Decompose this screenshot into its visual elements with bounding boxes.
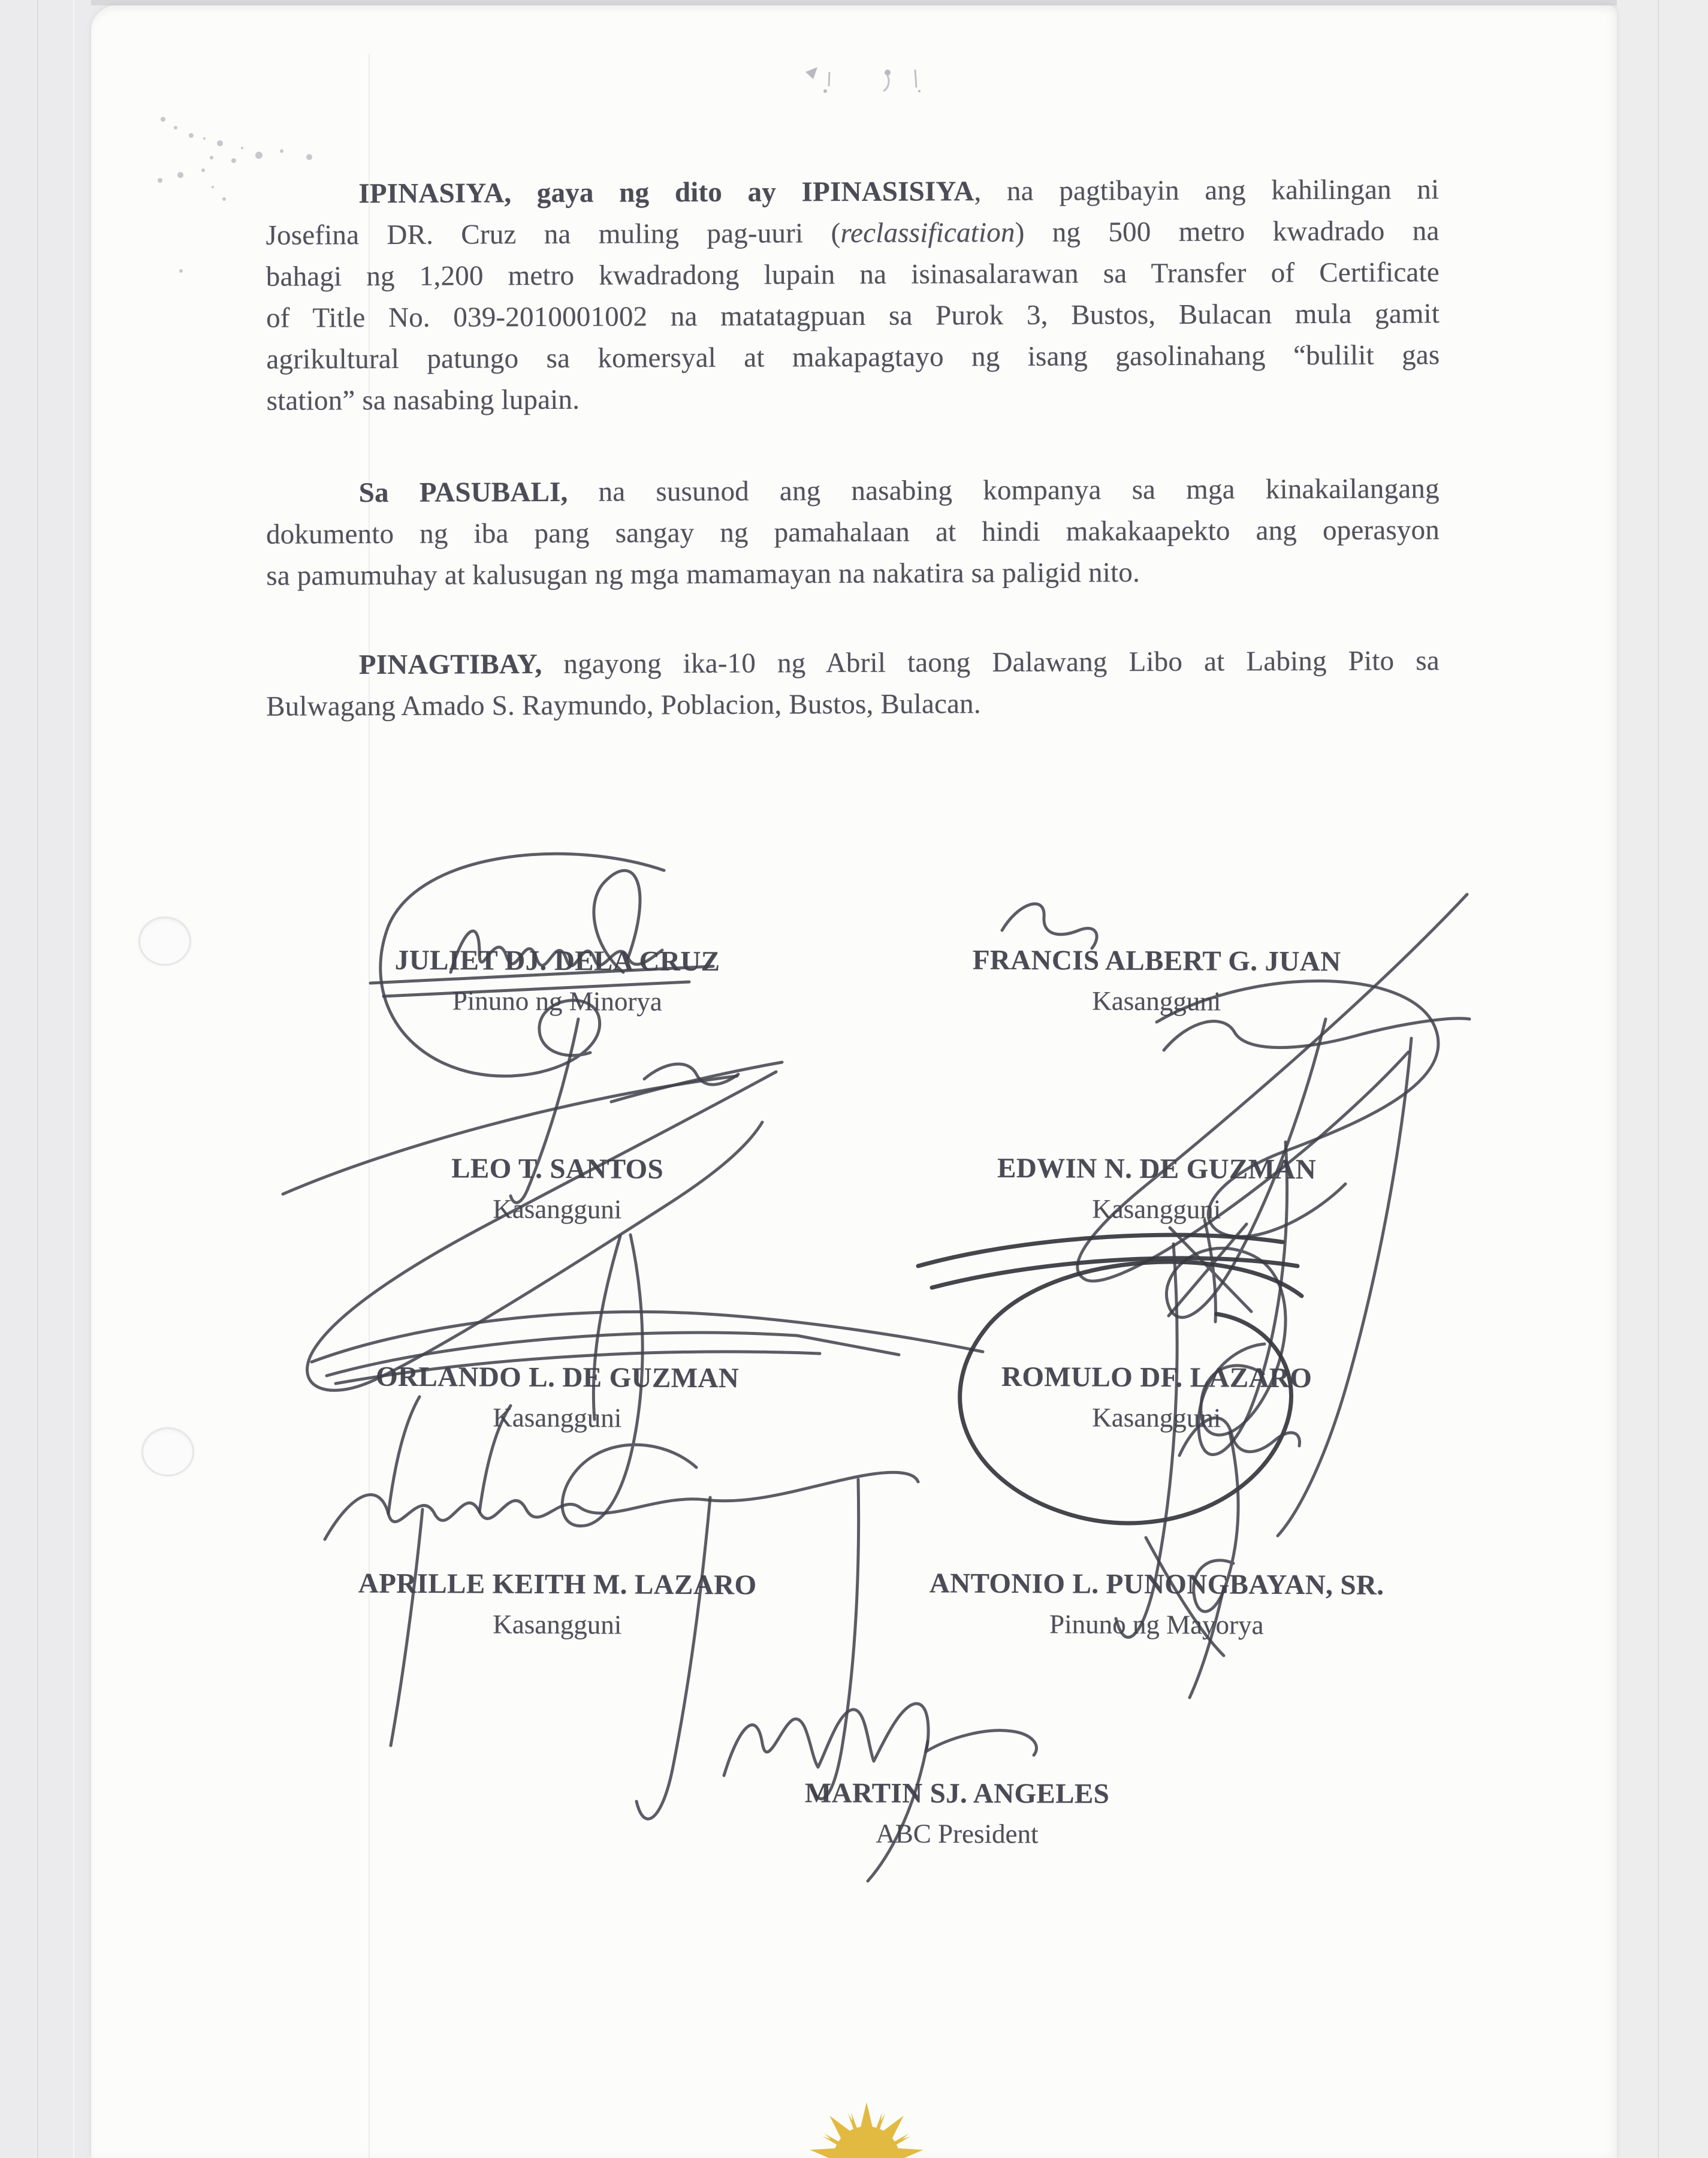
signature-leo-santos [283,1062,782,1390]
signatory-block-final [657,1776,1257,1851]
scanner-margin-right [1617,0,1708,2158]
text-run: dokumento ng iba pang sangay ng pamahalaan at hindi makakaapekto ang operasyon [265,514,1440,550]
text-run: agrikultural patungo sa komersyal at makapagtayo ng isang gasolinahang “bulilit gas [266,339,1440,375]
signatory-name: ANTONIO L. PUNONGBAYAN, SR. [929,1568,1384,1601]
text-run: , na pagtibayin ang kahilingan ni [974,174,1440,207]
text-run: Josefina DR. Cruz na muling pag-uuri ( [265,218,841,251]
signatory-title: Kasangguni [493,1402,622,1433]
signatory-name: MARTIN SJ. ANGELES [804,1777,1110,1810]
text-run: Sa PASUBALI, [358,476,568,509]
text-line [267,376,1440,422]
signatory-name: APRILLE KEITH M. LAZARO [358,1568,757,1601]
scanner-streak [73,0,74,2158]
text-line [266,334,1440,381]
text-line [266,293,1440,339]
signatory-name: ORLANDO L. DE GUZMAN [376,1361,740,1394]
signatory-title: Kasangguni [1092,1402,1221,1433]
signature-antonio-punongbayan [1179,1418,1300,1698]
signatory-title: Pinuno ng Mayorya [1049,1609,1264,1640]
signature-juliet-dela-cruz [370,854,713,1202]
signatory-name: EDWIN N. DE GUZMAN [997,1152,1317,1186]
text-run: ngayong ika-10 ng Abril taong Dalawang Libo at Labing Pito sa [542,645,1440,680]
signatory-title: Kasangguni [493,1609,622,1640]
text-line [266,252,1440,298]
punch-hole [138,917,191,966]
signatory-name: JULIET DJ. DELA CRUZ [394,944,720,978]
text-line [266,640,1440,686]
signatory-block [258,1151,858,1226]
text-run: of Title No. 039-2010001002 na matatagpuan sa Purok 3, Bustos, Bulacan mula gamit [266,298,1440,334]
text-run: ) ng 500 metro kwadrado na [1015,215,1440,248]
signatory-title: Pinuno ng Minorya [452,985,662,1017]
text-run: IPINASIYA, gaya ng dito ay IPINASISIYA [358,176,974,210]
text-line [265,169,1439,215]
scanner-streak [1658,0,1659,2158]
scanner-edge-top [0,0,1708,5]
signatory-block [258,943,858,1018]
punch-hole [141,1427,194,1476]
signatory-block [857,1151,1457,1226]
signature-edwin-de-guzman [1164,1018,1469,1536]
signatory-block [857,1566,1457,1642]
document-page [91,5,1617,2158]
text-run: Bulwagang Amado S. Raymundo, Poblacion, Bustos, Bulacan. [266,688,981,722]
signatory-name: LEO T. SANTOS [451,1153,664,1185]
signatory-name: FRANCIS ALBERT G. JUAN [972,944,1341,978]
text-line [265,210,1439,257]
signatory-block [857,943,1457,1018]
resolution-paragraph-3 [266,640,1440,728]
text-run: station” sa nasabing lupain. [266,384,580,417]
scanner-margin-left [0,0,91,2158]
text-run: sa pamumuhay at kalusugan ng mga mamamayan na nakatira sa paligid nito. [266,557,1140,592]
scanner-streak [37,0,38,2158]
text-run: PINAGTIBAY, [358,648,542,681]
philippine-sun-icon [807,2102,927,2158]
text-run: bahagi ng 1,200 metro kwadradong lupain na isinasalarawan sa Transfer of Certificate [265,257,1440,293]
text-line [266,551,1440,597]
signatory-title: Kasangguni [1092,985,1221,1017]
signatory-title: ABC President [876,1818,1039,1849]
signatory-title: Kasangguni [1092,1193,1221,1225]
text-run: reclassification [840,216,1015,249]
text-run: na susunod ang nasabing kompanya sa mga kinakailangang [568,473,1440,508]
resolution-paragraph-1 [265,169,1440,422]
text-line [266,682,1440,728]
signatory-title: Kasangguni [493,1193,622,1225]
signatory-block [258,1566,858,1642]
text-line [266,468,1440,514]
resolution-paragraph-2 [266,468,1440,597]
signatory-name: ROMULO DF. LAZARO [1001,1361,1312,1394]
signatory-block [857,1360,1457,1435]
pen-marks-top [805,67,921,93]
text-line [266,510,1440,556]
signatory-block [258,1360,858,1435]
